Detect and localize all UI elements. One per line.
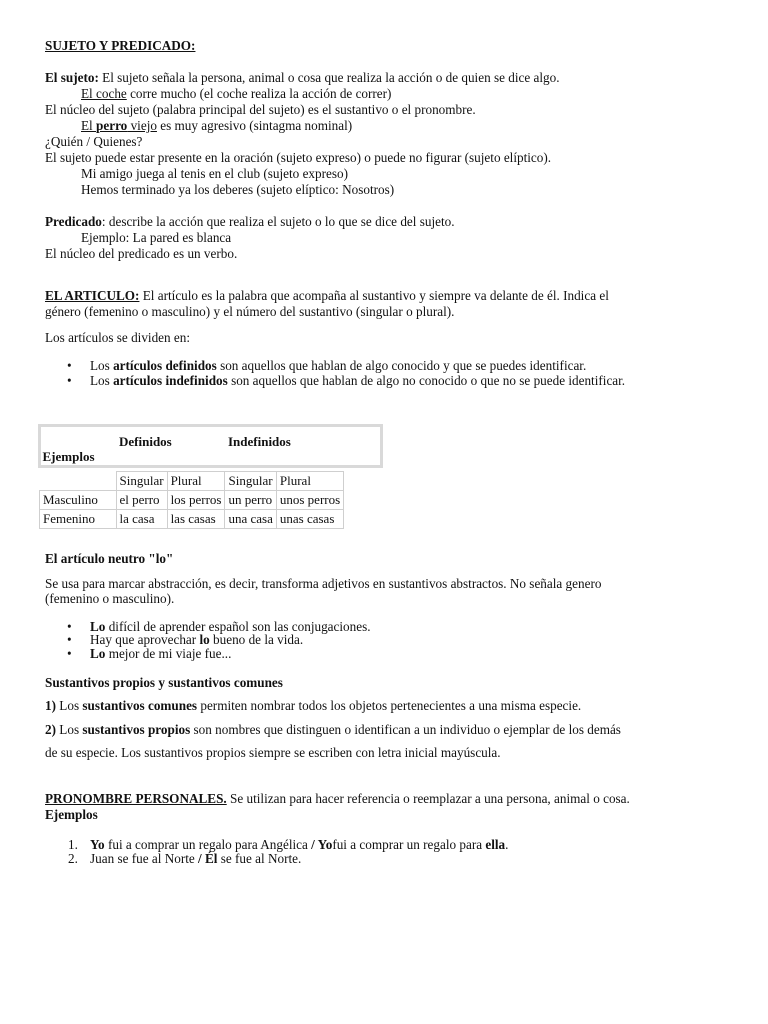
sustantivos-title: Sustantivos propios y sustantivos comunes — [45, 675, 283, 690]
sustantivos-propios-2: de su especie. Los sustantivos propios siempre se escriben con letra inicial mayúscula. — [45, 745, 501, 760]
table-header-plural: Plural — [167, 472, 225, 491]
sujeto-definition: El sujeto: El sujeto señala la persona, animal o cosa que realiza la acción o de quien se dice algo. — [45, 70, 560, 85]
table-cell: Masculino — [40, 491, 117, 510]
table-cell: un perro — [225, 491, 276, 510]
table-header-singular: Singular — [225, 472, 276, 491]
articulo-bullet-indefinidos: Los artículos indefinidos son aquellos que hablan de algo no conocido o que no se puede identificar. — [90, 373, 626, 388]
pronombres-definition: PRONOMBRE PERSONALES. Se utilizan para hacer referencia o reemplazar a una persona, animal o cosa. — [45, 791, 630, 806]
neutro-bullet-1: Lo difícil de aprender español son las conjugaciones. — [90, 619, 371, 634]
table-row — [40, 491, 344, 510]
list-number: 1. — [68, 837, 78, 852]
articulo-definition-1: EL ARTICULO: El artículo es la palabra que acompaña al sustantivo y siempre va delante de él. Indica el — [45, 288, 609, 303]
table-cell: unas casas — [276, 510, 343, 529]
sujeto-example-4: Hemos terminado ya los deberes (sujeto elíptico: Nosotros) — [81, 182, 395, 197]
table-cell: unos perros — [276, 491, 343, 510]
table-header-singular: Singular — [116, 472, 167, 491]
table-cell: el perro — [116, 491, 167, 510]
neutro-bullet-2: Hay que aprovechar lo bueno de la vida. — [90, 632, 304, 647]
sujeto-question: ¿Quién / Quienes? — [45, 134, 143, 149]
table-cell: las casas — [167, 510, 225, 529]
bullet-icon: • — [67, 619, 72, 634]
section-title-sujeto: SUJETO Y PREDICADO: — [45, 38, 196, 53]
bullet-icon: • — [67, 358, 72, 373]
pronombres-example-2: Juan se fue al Norte / Él se fue al Norte. — [90, 851, 302, 866]
table-cell: la casa — [116, 510, 167, 529]
predicado-example: Ejemplo: La pared es blanca — [81, 230, 232, 245]
neutro-bullet-3: Lo mejor de mi viaje fue... — [90, 646, 232, 661]
sustantivos-propios-1: 2) Los sustantivos propios son nombres que distinguen o identifican a un individuo o ejemplar de los demás — [45, 722, 621, 737]
list-number: 2. — [68, 851, 78, 866]
sujeto-nucleo: El núcleo del sujeto (palabra principal del sujeto) es el sustantivo o el pronombre. — [45, 102, 476, 117]
neutro-definition-1: Se usa para marcar abstracción, es decir, transforma adjetivos en sustantivos abstractos. No señala genero — [45, 576, 602, 591]
predicado-definition: Predicado: describe la acción que realiza el sujeto o lo que se dice del sujeto. — [45, 214, 455, 229]
articulos-table — [39, 424, 344, 529]
predicado-nucleo: El núcleo del predicado es un verbo. — [45, 246, 238, 261]
sujeto-example-2: El perro viejo es muy agresivo (sintagma nominal) — [81, 118, 353, 133]
bullet-icon: • — [67, 632, 72, 647]
pronombres-example-1: Yo fui a comprar un regalo para Angélica / Yofui a comprar un regalo para ella. — [90, 837, 509, 852]
table-header-indefinidos: Indefinidos — [227, 434, 291, 449]
neutro-title: El artículo neutro "lo" — [45, 551, 174, 566]
table-cell: Femenino — [40, 510, 117, 529]
table-cell: una casa — [225, 510, 276, 529]
bullet-icon: • — [67, 646, 72, 661]
sustantivos-comunes: 1) Los sustantivos comunes permiten nombrar todos los objetos pertenecientes a una misma especie. — [45, 698, 582, 713]
table-header-ejemplos: Ejemplos — [42, 449, 95, 464]
articulo-definition-2: género (femenino o masculino) y el número del sustantivo (singular o plural). — [45, 304, 455, 319]
articulo-bullet-definidos: Los artículos definidos son aquellos que hablan de algo conocido y que se puedes identificar. — [90, 358, 587, 373]
table-row — [40, 510, 344, 529]
sujeto-example-3: Mi amigo juega al tenis en el club (sujeto expreso) — [81, 166, 348, 181]
pronombres-ejemplos: Ejemplos — [45, 807, 98, 822]
bullet-icon: • — [67, 373, 72, 388]
table-header-plural: Plural — [276, 472, 343, 491]
articulo-dividen: Los artículos se dividen en: — [45, 330, 191, 345]
sujeto-presente: El sujeto puede estar presente en la oración (sujeto expreso) o puede no figurar (sujeto elíptico). — [45, 150, 552, 165]
sujeto-example-1: El coche corre mucho (el coche realiza la acción de correr) — [81, 86, 392, 101]
neutro-definition-2: (femenino o masculino). — [45, 591, 175, 606]
table-header-definidos: Definidos — [119, 434, 172, 449]
table-cell: los perros — [167, 491, 225, 510]
